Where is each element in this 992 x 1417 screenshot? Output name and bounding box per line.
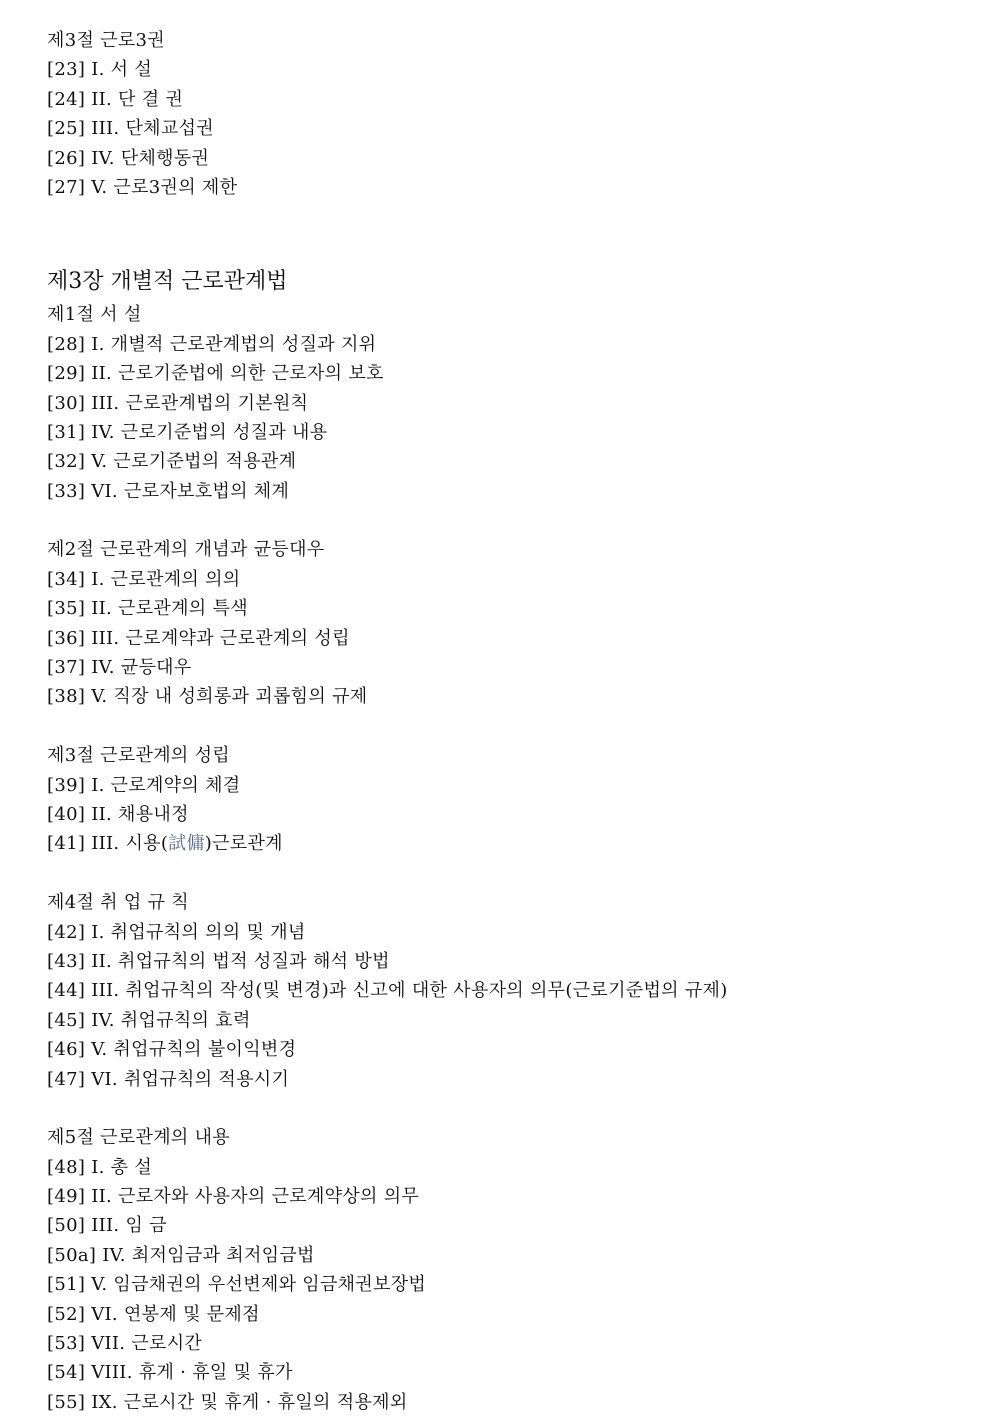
item-number: [45] — [47, 1009, 86, 1031]
section-title: 제2절 근로관계의 개념과 균등대우 — [47, 539, 325, 561]
toc-item — [47, 144, 967, 173]
toc-item — [47, 947, 967, 976]
item-number: [55] — [47, 1391, 86, 1413]
spacer — [47, 859, 967, 888]
toc-item — [47, 771, 967, 800]
item-text: I. 취업규칙의 의의 및 개념 — [91, 921, 306, 943]
item-number: [43] — [47, 950, 86, 972]
item-text: IV. 취업규칙의 효력 — [91, 1009, 251, 1031]
toc-item — [47, 829, 967, 858]
item-number: [48] — [47, 1156, 86, 1178]
item-number: [24] — [47, 88, 86, 110]
item-text: III. 단체교섭권 — [91, 118, 214, 140]
section-title: 제5절 근로관계의 내용 — [47, 1127, 230, 1149]
item-number: [36] — [47, 627, 86, 649]
item-number: [32] — [47, 451, 86, 473]
item-text: V. 근로3권의 제한 — [91, 176, 238, 198]
toc-item — [47, 447, 967, 476]
item-text: III. 근로관계법의 기본원칙 — [91, 392, 309, 414]
toc-item — [47, 1211, 967, 1240]
item-number: [29] — [47, 363, 86, 385]
item-text: II. 단 결 권 — [91, 88, 184, 110]
item-text: I. 근로관계의 의의 — [91, 568, 241, 590]
item-number: [31] — [47, 421, 86, 443]
toc-item — [47, 653, 967, 682]
item-number: [44] — [47, 980, 86, 1002]
item-number: [53] — [47, 1333, 86, 1355]
item-text: VI. 연봉제 및 문제점 — [91, 1303, 260, 1325]
item-number: [35] — [47, 598, 86, 620]
toc-item — [47, 389, 967, 418]
toc-item — [47, 1006, 967, 1035]
spacer — [47, 712, 967, 741]
toc-item — [47, 800, 967, 829]
toc-item — [47, 359, 967, 388]
toc-item — [47, 55, 967, 84]
item-number: [37] — [47, 657, 86, 679]
item-number: [40] — [47, 803, 86, 825]
item-number: [26] — [47, 147, 86, 169]
item-number: [50] — [47, 1215, 86, 1237]
item-text: IV. 단체행동권 — [91, 147, 210, 169]
item-text: IV. 근로기준법의 성질과 내용 — [91, 421, 328, 443]
item-text: IX. 근로시간 및 휴게 · 휴일의 적용제외 — [91, 1391, 408, 1413]
item-number: [28] — [47, 333, 86, 355]
toc-item — [47, 1300, 967, 1329]
toc-item — [47, 1388, 967, 1417]
item-text: VIII. 휴게 · 휴일 및 휴가 — [91, 1362, 293, 1384]
toc-item — [47, 594, 967, 623]
item-number: [52] — [47, 1303, 86, 1325]
item-text: V. 직장 내 성희롱과 괴롭힘의 규제 — [91, 686, 368, 708]
item-text: III. 임 금 — [91, 1215, 167, 1237]
toc-item — [47, 976, 967, 1005]
toc-item — [47, 918, 967, 947]
item-text: II. 취업규칙의 법적 성질과 해석 방법 — [91, 950, 390, 972]
item-text: VI. 근로자보호법의 체계 — [91, 480, 290, 502]
item-text: IV. 균등대우 — [91, 657, 192, 679]
item-text: VII. 근로시간 — [91, 1333, 203, 1355]
toc-item — [47, 1329, 967, 1358]
item-text: II. 근로관계의 특색 — [91, 598, 248, 620]
item-number: [30] — [47, 392, 86, 414]
item-text: VI. 취업규칙의 적용시기 — [91, 1068, 290, 1090]
section-title: 제4절 취 업 규 칙 — [47, 892, 189, 914]
item-text: I. 개별적 근로관계법의 성질과 지위 — [91, 333, 377, 355]
item-text-post: )근로관계 — [204, 833, 283, 855]
item-number: [33] — [47, 480, 86, 502]
item-number: [51] — [47, 1274, 86, 1296]
item-number: [34] — [47, 568, 86, 590]
chapter-title: 제3장 개별적 근로관계법 — [47, 269, 288, 295]
item-number: [39] — [47, 774, 86, 796]
toc-item — [47, 477, 967, 506]
toc-item — [47, 682, 967, 711]
item-text: III. 취업규칙의 작성(및 변경)과 신고에 대한 사용자의 의무(근로기준법의 규제) — [91, 980, 728, 1002]
item-text: V. 근로기준법의 적용관계 — [91, 451, 297, 473]
item-text: III. 근로계약과 근로관계의 성립 — [91, 627, 350, 649]
item-text: V. 임금채권의 우선변제와 임금채권보장법 — [91, 1274, 427, 1296]
spacer — [47, 202, 967, 264]
item-text: I. 총 설 — [91, 1156, 153, 1178]
item-text: V. 취업규칙의 불이익변경 — [91, 1039, 297, 1061]
item-text: II. 근로자와 사용자의 근로계약상의 의무 — [91, 1186, 420, 1208]
toc-item — [47, 173, 967, 202]
toc-item — [47, 85, 967, 114]
item-text-hanja: 試傭 — [168, 833, 205, 855]
item-text-pre: III. 시용( — [91, 833, 169, 855]
item-number: [46] — [47, 1039, 86, 1061]
item-number: [23] — [47, 59, 86, 81]
section-title: 제3절 근로관계의 성립 — [47, 745, 230, 767]
item-number: [49] — [47, 1186, 86, 1208]
item-text: I. 서 설 — [91, 59, 153, 81]
item-text: II. 근로기준법에 의한 근로자의 보호 — [91, 363, 384, 385]
item-number: [27] — [47, 176, 86, 198]
toc-item — [47, 1065, 967, 1094]
toc-item — [47, 1153, 967, 1182]
spacer — [47, 506, 967, 535]
item-number: [54] — [47, 1362, 86, 1384]
toc-item — [47, 1182, 967, 1211]
toc-item — [47, 1358, 967, 1387]
spacer — [47, 1094, 967, 1123]
item-text: IV. 최저임금과 최저임금법 — [102, 1244, 315, 1266]
item-text: II. 채용내정 — [91, 803, 189, 825]
toc-item — [47, 565, 967, 594]
section-title: 제1절 서 설 — [47, 304, 142, 326]
toc-item — [47, 114, 967, 143]
item-number: [47] — [47, 1068, 86, 1090]
item-number: [42] — [47, 921, 86, 943]
item-number: [41] — [47, 833, 86, 855]
toc-item — [47, 330, 967, 359]
toc-item — [47, 1035, 967, 1064]
toc-item — [47, 624, 967, 653]
item-text: I. 근로계약의 체결 — [91, 774, 241, 796]
toc-item — [47, 418, 967, 447]
toc-item — [47, 1241, 967, 1270]
table-of-contents — [47, 26, 967, 1417]
item-number: [38] — [47, 686, 86, 708]
item-number: [25] — [47, 118, 86, 140]
section-title: 제3절 근로3권 — [47, 30, 165, 51]
toc-item — [47, 1270, 967, 1299]
item-number: [50a] — [47, 1244, 97, 1266]
